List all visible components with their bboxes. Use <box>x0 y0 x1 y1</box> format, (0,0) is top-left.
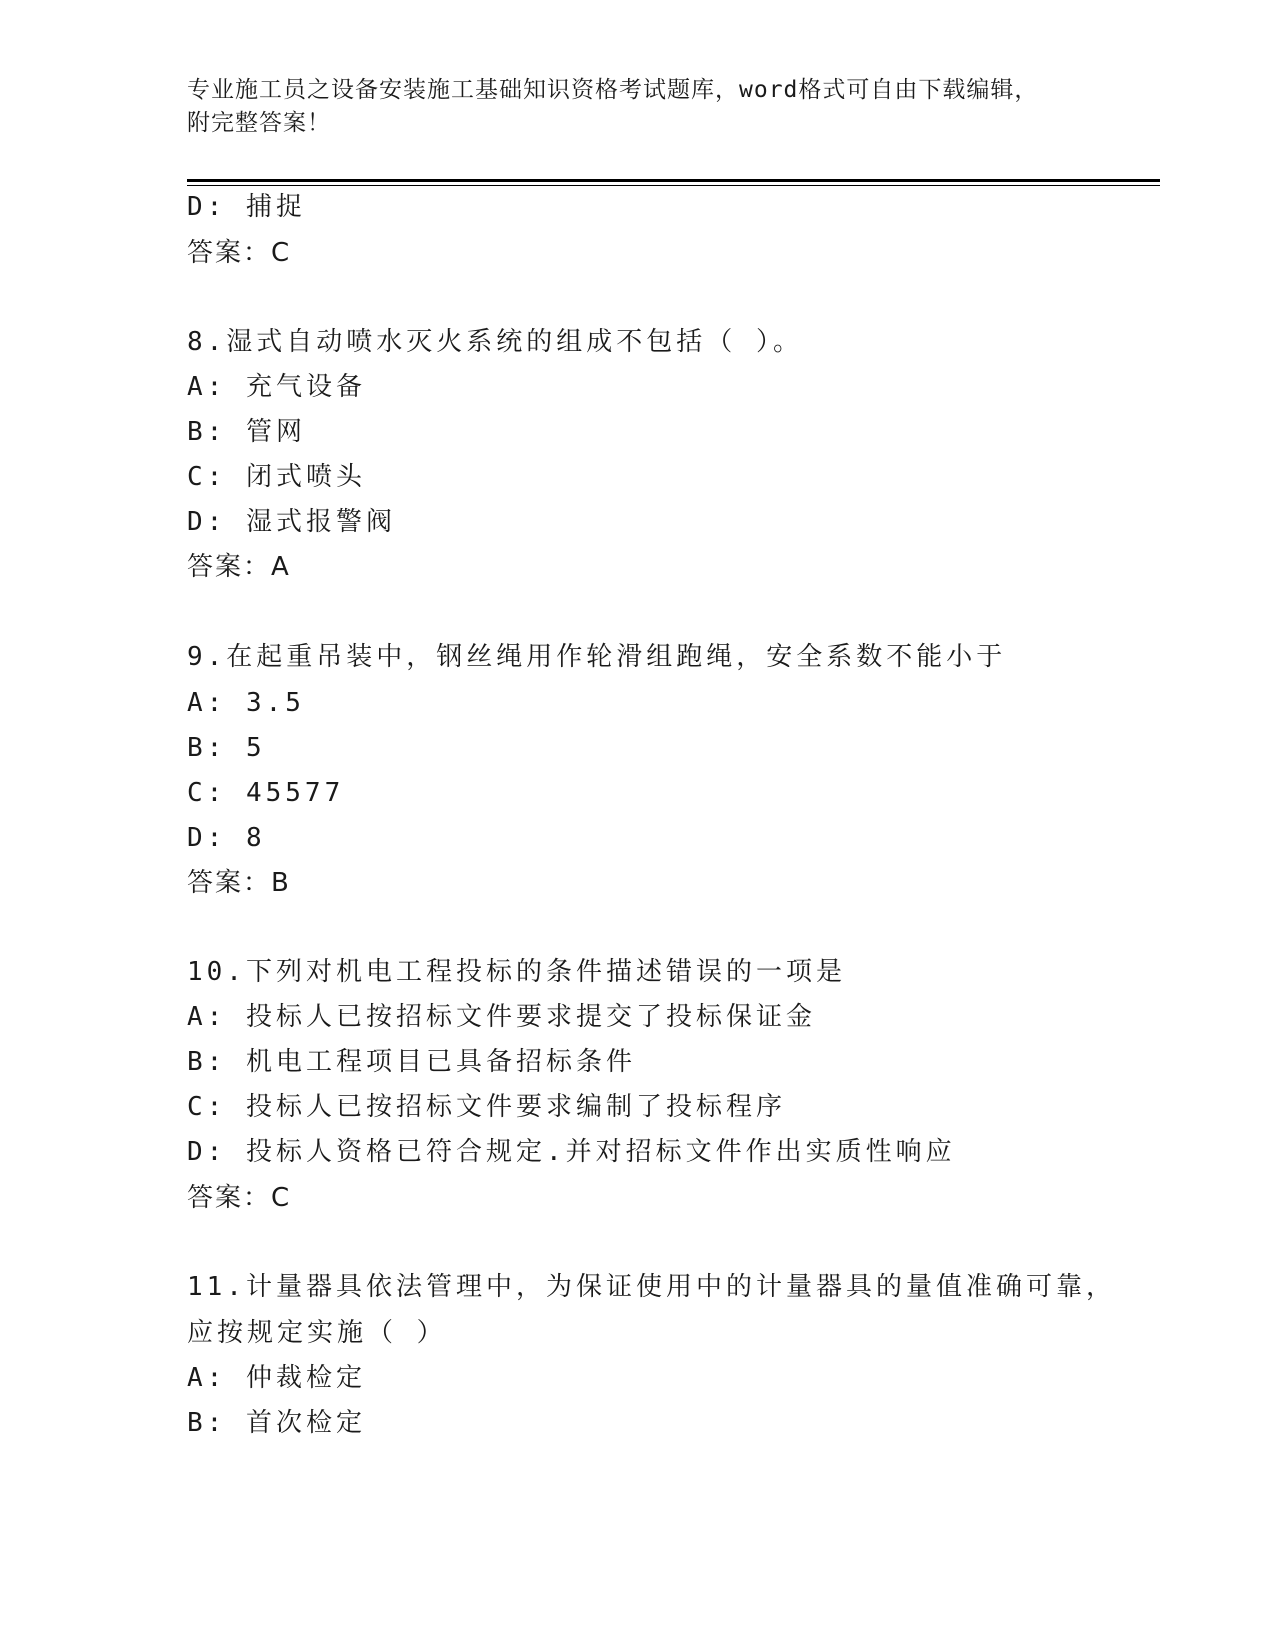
q8-option-c: C: 闭式喷头 <box>187 462 366 492</box>
header-line-1: 专业施工员之设备安装施工基础知识资格考试题库，word格式可自由下载编辑， <box>187 77 1039 103</box>
q11-stem-line-2: 应按规定实施（ ） <box>187 1318 447 1348</box>
q8-answer: 答案：A <box>187 552 291 582</box>
q10-option-b: B: 机电工程项目已具备招标条件 <box>187 1047 636 1077</box>
q10-option-a: A: 投标人已按招标文件要求提交了投标保证金 <box>187 1002 816 1032</box>
q8-option-a: A: 充气设备 <box>187 372 366 402</box>
q9-stem: 9.在起重吊装中，钢丝绳用作轮滑组跑绳，安全系数不能小于 <box>187 642 1007 672</box>
q9-option-c: C: 45577 <box>187 778 345 808</box>
q9-answer: 答案：B <box>187 868 291 898</box>
header-rule-thin <box>187 185 1160 186</box>
q8-option-b: B: 管网 <box>187 417 306 447</box>
q11-stem-line-1: 11.计量器具依法管理中，为保证使用中的计量器具的量值准确可靠， <box>187 1272 1116 1302</box>
header-rule-thick <box>187 179 1160 182</box>
q10-answer: 答案：C <box>187 1183 292 1213</box>
q11-option-a: A: 仲裁检定 <box>187 1363 366 1393</box>
q10-stem: 10.下列对机电工程投标的条件描述错误的一项是 <box>187 957 846 987</box>
q9-option-d: D: 8 <box>187 823 266 853</box>
q11-option-b: B: 首次检定 <box>187 1408 366 1438</box>
q8-stem: 8.湿式自动喷水灭火系统的组成不包括（ ）。 <box>187 327 803 357</box>
q9-option-b: B: 5 <box>187 733 266 763</box>
q9-option-a: A: 3.5 <box>187 688 305 718</box>
q10-option-d: D: 投标人资格已符合规定.并对招标文件作出实质性响应 <box>187 1137 956 1167</box>
q8-option-d: D: 湿式报警阀 <box>187 507 396 537</box>
prev-answer: 答案：C <box>187 238 292 268</box>
document-header <box>187 74 1087 140</box>
header-line-2: 附完整答案！ <box>187 110 331 136</box>
q10-option-c: C: 投标人已按招标文件要求编制了投标程序 <box>187 1092 786 1122</box>
prev-option-d: D: 捕捉 <box>187 192 306 222</box>
